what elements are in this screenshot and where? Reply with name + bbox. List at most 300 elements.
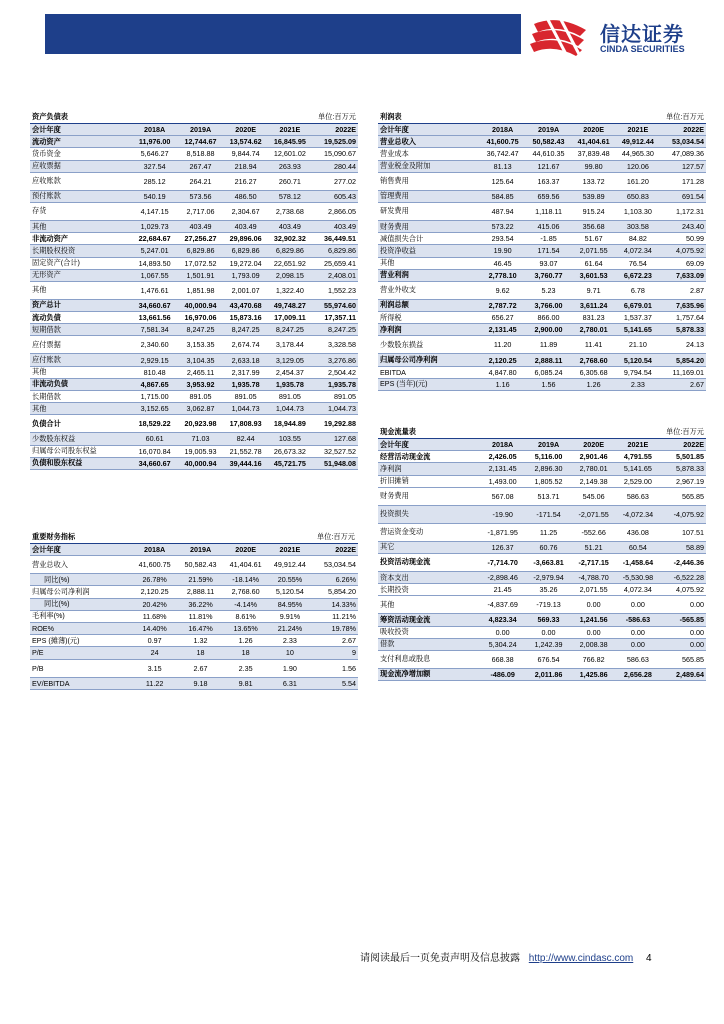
table-row [30,257,358,269]
table-unit: 单位:百万元 [318,112,356,121]
cell-value: 15,090.67 [312,148,358,160]
cell-value: 15,873.16 [224,312,268,324]
cell-value: 14,893.50 [132,257,178,269]
table-row [30,598,358,610]
row-label: 固定资产(合计) [30,257,132,269]
table-row [30,269,358,281]
cell-value: -6,522.28 [660,571,706,583]
cell-value: 2,717.06 [178,202,224,220]
cell-value: 120.06 [616,160,660,172]
table-row [30,635,358,647]
table-row [378,366,706,378]
table-row [378,160,706,172]
cell-value: 7,635.96 [660,299,706,311]
year-header: 2021E [268,124,312,136]
cell-value: 20,923.98 [178,415,224,433]
cell-value: -171.54 [526,505,572,523]
cell-value: -2,717.15 [572,553,616,571]
table-row [30,312,358,324]
cell-value: 44,610.35 [526,148,572,160]
cell-value: 403.49 [224,220,268,232]
table-row [378,626,706,638]
row-label: EV/EBITDA [30,677,132,689]
row-label: 销售费用 [378,172,480,190]
cell-value: -586.63 [616,614,660,626]
row-label: P/E [30,647,132,659]
cell-value: 99.80 [572,160,616,172]
table-row [30,366,358,378]
table-row [378,505,706,523]
cell-value: 8,518.88 [178,148,224,160]
table-row [30,245,358,257]
table-row [30,354,358,366]
row-label: 应付账款 [30,354,132,366]
header-label: 会计年度 [30,124,132,136]
cell-value: 24 [132,647,178,659]
cell-value: 58.89 [660,541,706,553]
row-label: 无形资产 [30,269,132,281]
page-footer [360,949,652,964]
row-label: 其他 [30,281,132,299]
cell-value: -2,071.55 [572,505,616,523]
cell-value: 2.35 [224,659,268,677]
row-label: 管理费用 [378,190,480,202]
year-header: 2020E [224,124,268,136]
cell-value: 11.68% [132,610,178,622]
cell-value: 81.13 [480,160,526,172]
table-row [378,596,706,614]
cell-value: -1,871.95 [480,523,526,541]
header-label: 会计年度 [378,439,480,451]
cell-value: 40,000.94 [178,457,224,469]
cell-value: 37,839.48 [572,148,616,160]
row-label: 营运资金变动 [378,523,480,541]
row-label: 投资损失 [378,505,480,523]
row-label: 营业成本 [378,148,480,160]
cell-value: 539.89 [572,190,616,202]
row-label: 财务费用 [378,220,480,232]
table-title-bar [378,425,706,439]
table-row [378,463,706,475]
cell-value: 8,247.25 [224,324,268,336]
row-label: 流动资产 [30,136,132,148]
table-unit: 单位:百万元 [666,427,704,436]
cell-value: 11,169.01 [660,366,706,378]
cell-value: 2,098.15 [268,269,312,281]
cell-value: 1,067.55 [132,269,178,281]
cell-value: 16,970.06 [178,312,224,324]
cell-value: 415.06 [526,220,572,232]
cell-value: 6,829.86 [268,245,312,257]
cell-value: 2.67 [178,659,224,677]
website-link[interactable]: http://www.cindasc.com [528,953,634,964]
cell-value: 3,328.58 [312,336,358,354]
cell-value: 578.12 [268,190,312,202]
cell-value: 573.56 [178,190,224,202]
cell-value: 260.71 [268,172,312,190]
cell-value: -565.85 [660,614,706,626]
row-label: 应收账款 [30,172,132,190]
cell-value: -1,458.64 [616,553,660,571]
cell-value: 49,912.44 [616,136,660,148]
cell-value: 2.67 [312,635,358,647]
cell-value: 22,651.92 [268,257,312,269]
cell-value: 1,425.86 [572,668,616,680]
table-row [30,136,358,148]
cell-value: 49,912.44 [268,556,312,574]
table-row [30,220,358,232]
row-label: 其他 [378,596,480,614]
cell-value: 34,660.67 [132,457,178,469]
row-label: 筹资活动现金流 [378,614,480,626]
cell-value: 18 [178,647,224,659]
cell-value: 1,322.40 [268,281,312,299]
cell-value: 0.00 [660,596,706,614]
cell-value: 11.89 [526,336,572,354]
row-label: 净利润 [378,324,480,336]
cell-value: 1,501.91 [178,269,224,281]
cell-value: 19,525.09 [312,136,358,148]
table-row [30,324,358,336]
cell-value: 171.54 [526,245,572,257]
row-label: 流动负债 [30,312,132,324]
cell-value: 21.10 [616,336,660,354]
cell-value: 11.81% [178,610,224,622]
cell-value: 3,129.05 [268,354,312,366]
row-label: 长期股权投资 [30,245,132,257]
cell-value: 243.40 [660,220,706,232]
cell-value: 3.15 [132,659,178,677]
cell-value: 1.32 [178,635,224,647]
cell-value: 6.78 [616,281,660,299]
cell-value: 5,854.20 [312,586,358,598]
row-label: 应收票据 [30,160,132,172]
cell-value: 36,449.51 [312,233,358,245]
table-row [30,190,358,202]
cell-value: 4,147.15 [132,202,178,220]
table-row [30,233,358,245]
row-label: 非流动负债 [30,378,132,390]
row-label: 吸收投资 [378,626,480,638]
cell-value: 2,866.05 [312,202,358,220]
cell-value: 486.50 [224,190,268,202]
cell-value: 13.65% [224,622,268,634]
cell-value: 540.19 [132,190,178,202]
company-logo [528,12,718,62]
cell-value: 60.61 [132,433,178,445]
table-unit: 单位:百万元 [317,532,355,541]
cell-value: 1.26 [572,378,616,390]
row-label: 营业总收入 [30,556,132,574]
cell-value: 2,317.99 [224,366,268,378]
year-header: 2022E [312,544,358,556]
table-row [378,190,706,202]
row-label: 财务费用 [378,487,480,505]
cell-value: 4,823.34 [480,614,526,626]
header-label: 会计年度 [30,544,132,556]
cell-value: 2,656.28 [616,668,660,680]
cell-value: 163.37 [526,172,572,190]
row-label: 短期借款 [30,324,132,336]
cell-value: 891.05 [178,391,224,403]
table-row [30,574,358,586]
table-row [378,584,706,596]
cell-value: 11.20 [480,336,526,354]
cell-value: 34,660.67 [132,299,178,311]
cell-value: 573.22 [480,220,526,232]
table-row [378,553,706,571]
cell-value: 2,738.68 [268,202,312,220]
cell-value: -4,837.69 [480,596,526,614]
cell-value: 5,141.65 [616,463,660,475]
cell-value: 2,131.45 [480,324,526,336]
cell-value: -2,446.36 [660,553,706,571]
cell-value: 27,256.27 [178,233,224,245]
cell-value: 263.93 [268,160,312,172]
year-header: 2020E [572,124,616,136]
cell-value: 403.49 [312,220,358,232]
cell-value: 21.45 [480,584,526,596]
cell-value: 13,661.56 [132,312,178,324]
cell-value: 6,085.24 [526,366,572,378]
row-label: EPS (当年)(元) [378,378,480,390]
cell-value: 84.82 [616,233,660,245]
cell-value: 891.05 [312,391,358,403]
year-header: 2021E [268,544,312,556]
table-row [378,487,706,505]
cell-value: 1,715.00 [132,391,178,403]
cell-value: 53,034.54 [660,136,706,148]
cell-value: 4,072.34 [616,584,660,596]
cell-value: 41,600.75 [480,136,526,148]
row-label: 毛利率(%) [30,610,132,622]
cell-value: 10 [268,647,312,659]
row-label: 其它 [378,541,480,553]
cell-value: 766.82 [572,650,616,668]
cell-value: 45,721.75 [268,457,312,469]
cell-value: 5,878.33 [660,463,706,475]
cell-value: -18.14% [224,574,268,586]
cell-value: 4,072.34 [616,245,660,257]
cell-value: 2,149.38 [572,475,616,487]
cell-value: 9.71 [572,281,616,299]
cell-value: 2,408.01 [312,269,358,281]
cell-value: 3,953.92 [178,378,224,390]
cell-value: 513.71 [526,487,572,505]
cell-value: 2,489.64 [660,668,706,680]
cell-value: 2,131.45 [480,463,526,475]
table-row [378,269,706,281]
cell-value: 11.21% [312,610,358,622]
cell-value: 565.85 [660,487,706,505]
table-row [30,610,358,622]
table-row [30,148,358,160]
cell-value: 659.56 [526,190,572,202]
cell-value: 691.54 [660,190,706,202]
row-label: 营业税金及附加 [378,160,480,172]
cell-value: 0.00 [660,638,706,650]
cell-value: 2,780.01 [572,463,616,475]
row-label: 折旧摊销 [378,475,480,487]
table-row [30,281,358,299]
table-row [30,172,358,190]
cell-value: 46.45 [480,257,526,269]
table-row [378,336,706,354]
row-label: 负债合计 [30,415,132,433]
table-row [378,312,706,324]
disclaimer-text: 请阅读最后一页免责声明及信息披露 [360,953,520,964]
year-header: 2022E [660,439,706,451]
cell-value: 93.07 [526,257,572,269]
cell-value: 1,935.78 [224,378,268,390]
table-title: 资产负债表 [32,112,68,121]
cell-value: 605.43 [312,190,358,202]
row-label: 负债和股东权益 [30,457,132,469]
row-label: 归属母公司股东权益 [30,445,132,457]
table-row [30,445,358,457]
cell-value: 436.08 [616,523,660,541]
cell-value: 2,071.55 [572,584,616,596]
table-row [378,136,706,148]
cell-value: 41,404.61 [224,556,268,574]
table-row [378,220,706,232]
cell-value: 2,465.11 [178,366,224,378]
row-label: 归属母公司净利润 [30,586,132,598]
cell-value: 19,272.04 [224,257,268,269]
table-row [378,614,706,626]
cell-value: 0.00 [616,596,660,614]
cell-value: 1,476.61 [132,281,178,299]
cell-value: 17,357.11 [312,312,358,324]
year-header: 2019A [178,544,224,556]
row-label: 其他 [30,366,132,378]
table-row [30,622,358,634]
table-row [378,324,706,336]
cell-value: 2,888.11 [178,586,224,598]
cell-value: 24.13 [660,336,706,354]
cell-value: 18,944.89 [268,415,312,433]
year-header: 2018A [480,124,526,136]
cell-value: 5,120.54 [268,586,312,598]
table-row [30,202,358,220]
cell-value: 43,470.68 [224,299,268,311]
cell-value: 5,854.20 [660,354,706,366]
cell-value: 7,633.09 [660,269,706,281]
cell-value: 1,851.98 [178,281,224,299]
cell-value: 545.06 [572,487,616,505]
cell-value: 47,089.36 [660,148,706,160]
row-label: 营业总收入 [378,136,480,148]
cell-value: 6,829.86 [224,245,268,257]
cell-value: 126.37 [480,541,526,553]
cell-value: 2,454.37 [268,366,312,378]
row-label: 长期投资 [378,584,480,596]
cell-value: 4,867.65 [132,378,178,390]
cell-value: -5,530.98 [616,571,660,583]
table-row [30,433,358,445]
cell-value: 403.49 [178,220,224,232]
cell-value: 1,537.37 [616,312,660,324]
row-label: 借款 [378,638,480,650]
income-statement-table [378,110,706,391]
cell-value: 2,778.10 [480,269,526,281]
cell-value: 8,247.25 [178,324,224,336]
cell-value: 51.67 [572,233,616,245]
cell-value: 5,646.27 [132,148,178,160]
cell-value: 9 [312,647,358,659]
cell-value: 16,070.84 [132,445,178,457]
row-label: 预付账款 [30,190,132,202]
cell-value: 6,305.68 [572,366,616,378]
cell-value: 49,748.27 [268,299,312,311]
table-title: 利润表 [380,112,402,121]
cell-value: -4,788.70 [572,571,616,583]
cell-value: 60.76 [526,541,572,553]
cell-value: 2,120.25 [132,586,178,598]
cell-value: 891.05 [268,391,312,403]
cell-value: 0.00 [660,626,706,638]
cell-value: 76.54 [616,257,660,269]
cell-value: 1,241.56 [572,614,616,626]
cell-value: 6,829.86 [312,245,358,257]
cell-value: 2,426.05 [480,451,526,463]
cell-value: 1,552.23 [312,281,358,299]
cell-value: 0.00 [480,626,526,638]
table-row [378,299,706,311]
cell-value: 14.33% [312,598,358,610]
key-ratios-table [30,516,358,690]
cell-value: 6,672.23 [616,269,660,281]
cell-value: 0.97 [132,635,178,647]
cell-value: 82.44 [224,433,268,445]
table-row [30,659,358,677]
table-row [30,160,358,172]
cell-value: 584.85 [480,190,526,202]
cell-value: 1,935.78 [268,378,312,390]
cell-value: 41,600.75 [132,556,178,574]
cell-value: 19.90 [480,245,526,257]
row-label: 营业外收支 [378,281,480,299]
cell-value: 1.56 [312,659,358,677]
cell-value: 0.00 [526,626,572,638]
cell-value: 39,444.16 [224,457,268,469]
cell-value: 327.54 [132,160,178,172]
cell-value: 16.47% [178,622,224,634]
cell-value: 2,901.46 [572,451,616,463]
logo-subtitle: CINDA SECURITIES [600,44,685,54]
balance-sheet-table [30,110,358,470]
row-label: 少数股东损益 [378,336,480,354]
cell-value: 2,967.19 [660,475,706,487]
cell-value: -2,898.46 [480,571,526,583]
table-row [378,451,706,463]
cell-value: 8,247.25 [268,324,312,336]
table-unit: 单位:百万元 [666,112,704,121]
cell-value: 267.47 [178,160,224,172]
cell-value: 44,965.30 [616,148,660,160]
year-header: 2018A [480,439,526,451]
row-label: 净利润 [378,463,480,475]
cell-value: -2,979.94 [526,571,572,583]
cell-value: 1,935.78 [312,378,358,390]
cell-value: 19,005.93 [178,445,224,457]
cell-value: 1,793.09 [224,269,268,281]
cell-value: 2.33 [268,635,312,647]
cell-value: 5,304.24 [480,638,526,650]
cell-value: -486.09 [480,668,526,680]
cell-value: 586.63 [616,650,660,668]
table-header-row [30,544,358,556]
